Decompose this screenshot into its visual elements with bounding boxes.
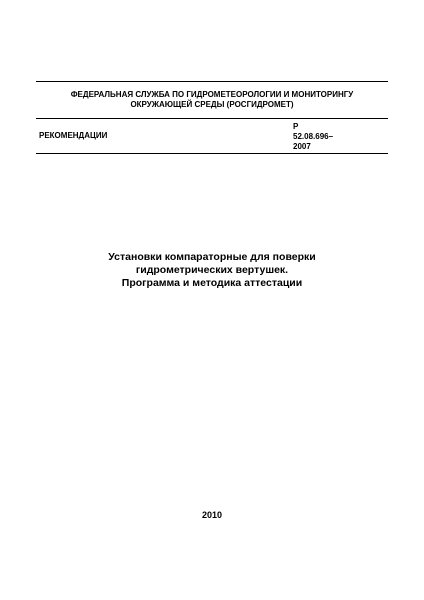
recommendations-label: РЕКОМЕНДАЦИИ: [39, 131, 108, 140]
agency-name-line-2: ОКРУЖАЮЩЕЙ СРЕДЫ (РОСГИДРОМЕТ): [130, 100, 294, 109]
document-title-line-1: Установки компараторные для поверки: [108, 251, 316, 263]
document-number-code: 52.08.696–: [293, 132, 334, 141]
agency-name-line-1: ФЕДЕРАЛЬНАЯ СЛУЖБА ПО ГИДРОМЕТЕОРОЛОГИИ И МОНИТОРИНГУ: [70, 90, 354, 99]
document-title-line-2: гидрометрических вертушек.: [135, 264, 289, 276]
document-number-year: 2007: [293, 142, 311, 151]
bottom-divider: [36, 153, 388, 154]
agency-name: [36, 90, 388, 110]
document-title-line-3: Программа и методика аттестации: [121, 277, 303, 289]
top-divider: [36, 81, 388, 82]
document-number: [293, 122, 333, 152]
publication-year: 2010: [201, 510, 223, 520]
middle-divider: [36, 118, 388, 119]
document-title: [36, 251, 388, 290]
document-number-prefix: Р: [293, 122, 299, 131]
